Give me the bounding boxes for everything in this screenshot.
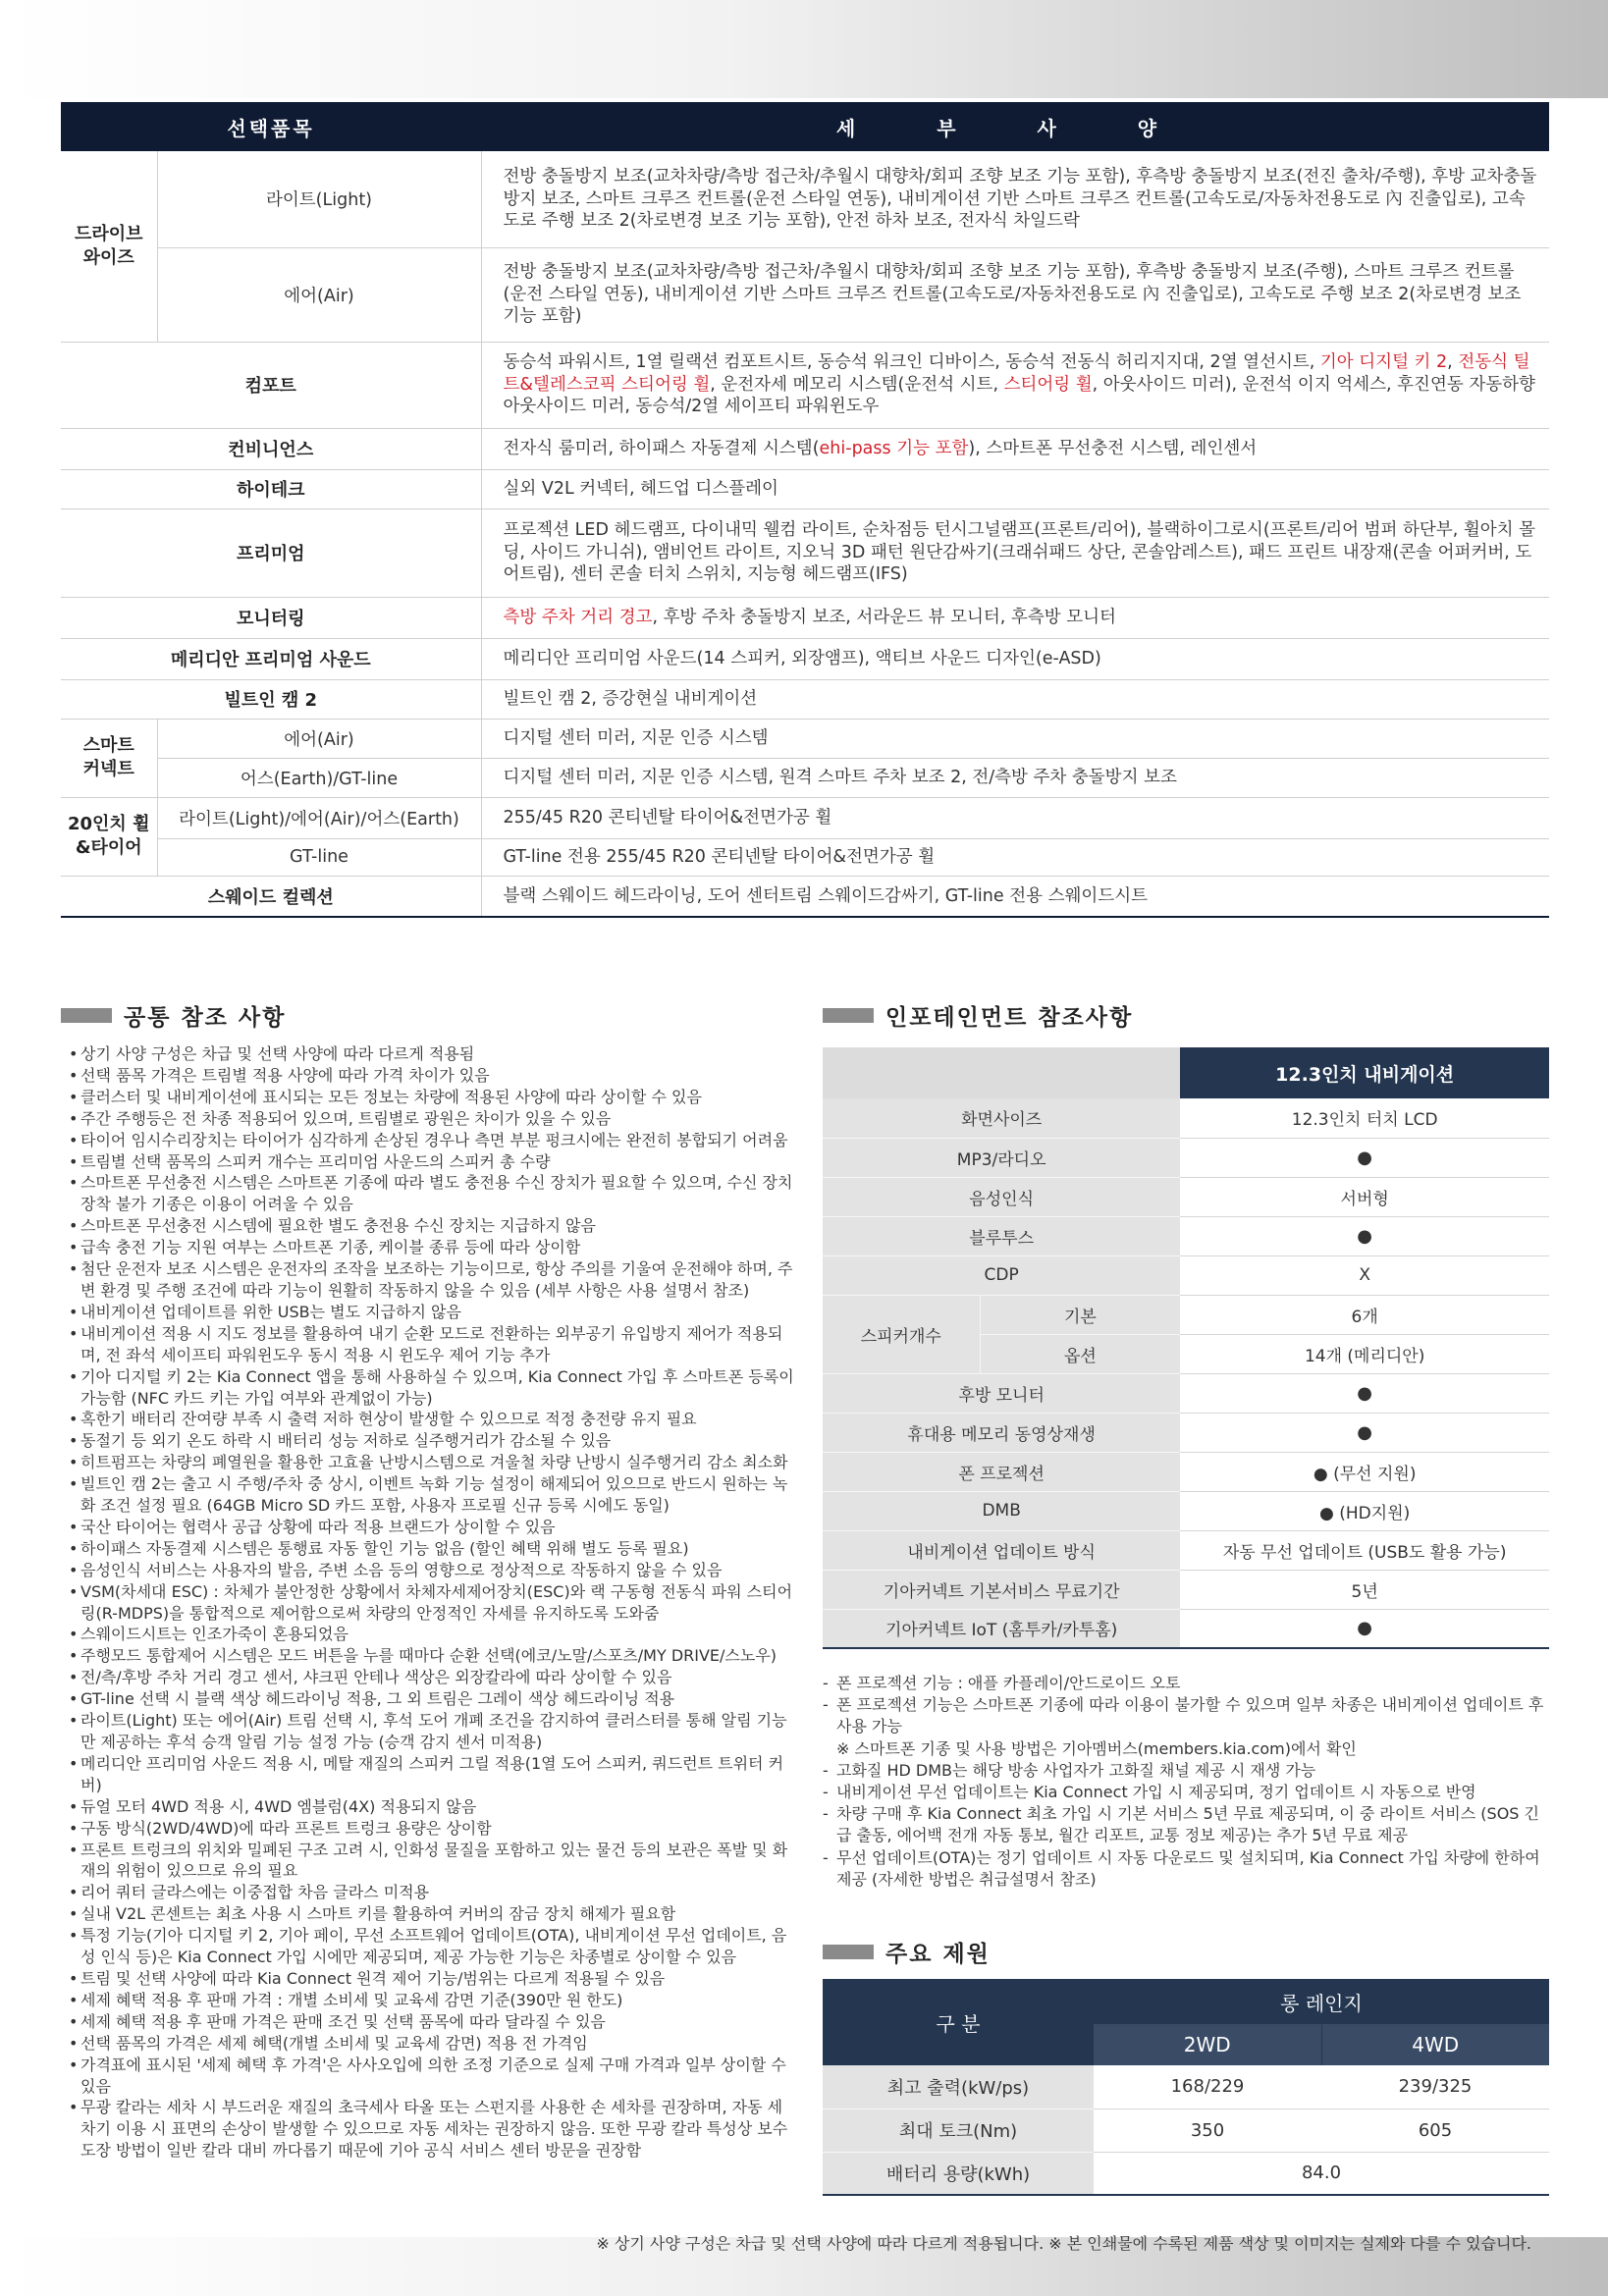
note-item: • 내비게이션 적용 시 지도 정보를 활용하여 내기 순환 모드로 전환하는 외부공기 유입방지 제어가 적용되며, 전 좌석 세이프티 파워윈도우 동시 적용 시 윈도우 제어 기능 추가 <box>69 1323 795 1366</box>
note-item: • 가격표에 표시된 '세제 혜택 후 가격'은 사사오입에 의한 조정 기준으로 실제 구매 가격과 일부 상이할 수 있음 <box>69 2055 795 2098</box>
desc-comfort: 동승석 파워시트, 1열 릴랙션 컴포트시트, 동승석 워크인 디바이스, 동승석 전동식 허리지지대, 2열 열선시트, 기아 디지털 키 2, 전동식 틸트&텔레스코픽 스티어링 휠, 운전자세 메모리 시스템(운전석 시트, 스티어링 휠, 아웃사이드 미러), 운전석 이지 억세스, 후진연동 자동하향 아웃사이드 미러, 동승석/2열 세이프티 파워윈도우 <box>481 342 1549 428</box>
note-item: • 트림별 선택 품목의 스피커 개수는 프리미엄 사운드의 스피커 총 수량 <box>69 1151 795 1173</box>
row-suede <box>61 876 1549 917</box>
note-item: • 트림 및 선택 사양에 따라 Kia Connect 원격 제어 기능/범위는 다르게 적용될 수 있음 <box>69 1968 795 1990</box>
desc-premium: 프로젝션 LED 헤드램프, 다이내믹 웰컴 라이트, 순차점등 턴시그널램프(프론트/리어), 블랙하이그로시(프론트/리어 범퍼 하단부, 휠아치 몰딩, 사이드 가니쉬), 앰비언트 라이트, 지오닉 3D 패턴 원단감싸기(크래쉬패드 상단, 콘솔암레스트), 패드 프린트 내장재(콘솔 어퍼커버, 도어트림), 센터 콘솔 터치 스위치, 지능형 헤드램프(IFS) <box>481 508 1549 597</box>
top-gradient-band <box>0 0 1608 98</box>
desc-meridian: 메리디안 프리미엄 사운드(14 스피커, 외장앰프), 액티브 사운드 디자인(e-ASD) <box>481 638 1549 679</box>
common-notes-list <box>69 1043 795 2162</box>
desc-builtin-cam: 빌트인 캠 2, 증강현실 내비게이션 <box>481 679 1549 719</box>
info-row: 화면사이즈 12.3인치 터치 LCD <box>823 1098 1549 1138</box>
info-note-item: - 고화질 HD DMB는 해당 방송 사업자가 고화질 채널 제공 시 재생 가능 <box>823 1760 1549 1782</box>
info-header-nav: 12.3인치 내비게이션 <box>1180 1047 1549 1098</box>
note-item: • 세제 혜택 적용 후 판매 가격 : 개별 소비세 및 교육세 감면 기준(390만 원 한도) <box>69 1990 795 2011</box>
group-wheel: 20인치 휠 &타이어 <box>61 797 157 876</box>
info-row: 기아커넥트 기본서비스 무료기간 5년 <box>823 1570 1549 1609</box>
note-item: • 주행모드 통합제어 시스템은 모드 버튼을 누를 때마다 순환 선택(에코/노말/스포츠/MY DRIVE/스노우) <box>69 1645 795 1667</box>
desc-sc-air: 디지털 센터 미러, 지문 인증 시스템 <box>481 719 1549 758</box>
row-hitech <box>61 469 1549 508</box>
note-item: • 메리디안 프리미엄 사운드 적용 시, 메탈 재질의 스피커 그릴 적용(1열 도어 스피커, 쿼드런트 트위터 커버) <box>69 1753 795 1796</box>
specs-title: 주요 제원 <box>823 1936 991 1968</box>
infotainment-title: 인포테인먼트 참조사항 <box>823 999 1133 1032</box>
desc-convenience: 전자식 룸미러, 하이패스 자동결제 시스템(ehi-pass 기능 포함), 스마트폰 무선충전 시스템, 레인센서 <box>481 428 1549 469</box>
info-header-blank <box>823 1047 1180 1098</box>
header-item: 선택품목 <box>61 102 481 151</box>
info-header-row <box>823 1047 1549 1098</box>
note-item: • VSM(차세대 ESC) : 차체가 불안정한 상황에서 차체자세제어장치(ESC)와 랙 구동형 전동식 파워 스티어링(R-MDPS)을 통합적으로 제어함으로써 차량의 안정적인 자세를 유지하도록 도와줌 <box>69 1581 795 1625</box>
note-item: • 상기 사양 구성은 차급 및 선택 사양에 따라 다르게 적용됨 <box>69 1043 795 1065</box>
infotainment-notes-list <box>823 1673 1549 1891</box>
desc-suede: 블랙 스웨이드 헤드라이닝, 도어 센터트림 스웨이드감싸기, GT-line 전용 스웨이드시트 <box>481 876 1549 917</box>
note-item: • 국산 타이어는 협력사 공급 상황에 따라 적용 브랜드가 상이할 수 있음 <box>69 1517 795 1538</box>
title-bar-icon <box>823 1945 874 1959</box>
info-row: 휴대용 메모리 동영상재생 ● <box>823 1413 1549 1452</box>
note-item: • 빌트인 캠 2는 출고 시 주행/주차 중 상시, 이벤트 녹화 기능 설정이 해제되어 있으므로 반드시 원하는 녹화 조건 설정 필요 (64GB Micro SD 카드 포함, 사용자 프로필 신규 등록 시에도 동일) <box>69 1473 795 1517</box>
note-item: • 듀얼 모터 4WD 적용 시, 4WD 엠블럼(4X) 적용되지 않음 <box>69 1796 795 1818</box>
title-bar-icon <box>61 1008 112 1023</box>
options-table <box>61 102 1549 918</box>
row-wheel-gt <box>61 838 1549 876</box>
note-item: • 스마트폰 무선충전 시스템에 필요한 별도 충전용 수신 장치는 지급하지 않음 <box>69 1215 795 1237</box>
desc-wheel-std: 255/45 R20 콘티넨탈 타이어&전면가공 휠 <box>481 797 1549 838</box>
cat-hitech: 하이테크 <box>61 469 481 508</box>
note-item: • 무광 칼라는 세차 시 부드러운 재질의 초극세사 타올 또는 스펀지를 사용한 손 세차를 권장하며, 자동 세차기 이용 시 표면의 손상이 발생할 수 있으므로 자동 세차는 권장하지 않음. 또한 무광 칼라 특성상 보수 도장 방법이 일반 칼라 대비 까다롭기 때문에 기아 공식 서비스 센터 방문을 권장함 <box>69 2097 795 2162</box>
desc-drive-wise-air: 전방 충돌방지 보조(교차차량/측방 접근차/추월시 대향차/회피 조향 보조 기능 포함), 후측방 충돌방지 보조(주행), 스마트 크루즈 컨트롤(운전 스타일 연동), 내비게이션 기반 스마트 크루즈 컨트롤(고속도로/자동차전용도로 內 진출입로), 고속도로 주행 보조 2(차로변경 보조 기능 포함) <box>481 247 1549 342</box>
cat-builtin-cam: 빌트인 캠 2 <box>61 679 481 719</box>
row-meridian <box>61 638 1549 679</box>
desc-wheel-gt: GT-line 전용 255/45 R20 콘티넨탈 타이어&전면가공 휠 <box>481 838 1549 876</box>
note-item: • 타이어 임시수리장치는 타이어가 심각하게 손상된 경우나 측면 부분 펑크시에는 완전히 봉합되기 어려움 <box>69 1130 795 1151</box>
infotainment-table <box>823 1047 1549 1649</box>
note-item: • 스마트폰 무선충전 시스템은 스마트폰 기종에 따라 별도 충전용 수신 장치가 필요할 수 있으며, 수신 장치 장착 불가 기종은 이용이 어려울 수 있음 <box>69 1172 795 1215</box>
info-row: 내비게이션 업데이트 방식 자동 무선 업데이트 (USB도 활용 가능) <box>823 1530 1549 1570</box>
info-row: 폰 프로젝션 ● (무선 지원) <box>823 1452 1549 1491</box>
note-item: • 클러스터 및 내비게이션에 표시되는 모든 정보는 차량에 적용된 사양에 따라 상이할 수 있음 <box>69 1087 795 1108</box>
cat-monitoring: 모니터링 <box>61 597 481 638</box>
note-item: • 라이트(Light) 또는 에어(Air) 트림 선택 시, 후석 도어 개폐 조건을 감지하여 클러스터를 통해 알림 기능만 제공하는 후석 승객 알림 기능 설정 가능 (승객 감지 센서 미적용) <box>69 1710 795 1753</box>
row-convenience <box>61 428 1549 469</box>
specs-header-row <box>823 1979 1549 2024</box>
specs-gubun: 구 분 <box>823 1979 1094 2065</box>
row-drive-wise-light <box>61 151 1549 247</box>
note-item: • 리어 쿼터 글라스에는 이중접합 차음 글라스 미적용 <box>69 1882 795 1903</box>
note-item: • 동절기 등 외기 온도 하락 시 배터리 성능 저하로 실주행거리가 감소될 수 있음 <box>69 1430 795 1452</box>
note-item: • 하이패스 자동결제 시스템은 통행료 자동 할인 기능 없음 (할인 혜택 위해 별도 등록 필요) <box>69 1538 795 1560</box>
cat-meridian: 메리디안 프리미엄 사운드 <box>61 638 481 679</box>
desc-monitoring: 측방 주차 거리 경고, 후방 주차 충돌방지 보조, 서라운드 뷰 모니터, 후측방 모니터 <box>481 597 1549 638</box>
sub-wheel-gt: GT-line <box>157 838 481 876</box>
sub-wheel-std: 라이트(Light)/에어(Air)/어스(Earth) <box>157 797 481 838</box>
specs-col-2wd: 2WD <box>1094 2024 1321 2065</box>
info-note-item: - 차량 구매 후 Kia Connect 최초 가입 시 기본 서비스 5년 무료 제공되며, 이 중 라이트 서비스 (SOS 긴급 출동, 에어백 전개 자동 통보, 월간 리포트, 교통 정보 제공)는 추가 5년 무료 제공 <box>823 1803 1549 1846</box>
header-detail: 세 부 사 양 <box>481 102 1549 151</box>
row-comfort <box>61 342 1549 428</box>
info-row: 스피커개수 기본 6개 <box>823 1295 1549 1334</box>
sub-air: 에어(Air) <box>157 247 481 342</box>
cat-premium: 프리미엄 <box>61 508 481 597</box>
specs-row: 배터리 용량(kWh) 84.0 <box>823 2152 1549 2195</box>
info-row: 후방 모니터 ● <box>823 1373 1549 1413</box>
info-row: CDP X <box>823 1255 1549 1295</box>
info-row: DMB ● (HD지원) <box>823 1491 1549 1530</box>
row-wheel-std <box>61 797 1549 838</box>
note-item: • 선택 품목 가격은 트림별 적용 사양에 따라 가격 차이가 있음 <box>69 1065 795 1087</box>
note-item: • 선택 품목의 가격은 세제 혜택(개별 소비세 및 교육세 감면) 적용 전 가격임 <box>69 2033 795 2055</box>
desc-drive-wise-light: 전방 충돌방지 보조(교차차량/측방 접근차/추월시 대향차/회피 조향 보조 기능 포함), 후측방 충돌방지 보조(전진 출차/주행), 후방 교차충돌방지 보조, 스마트 크루즈 컨트롤(운전 스타일 연동), 내비게이션 기반 스마트 크루즈 컨트롤(고속도로/자동차전용도로 內 진출입로), 고속도로 주행 보조 2(차로변경 보조 기능 포함), 안전 하차 보조, 전자식 차일드락 <box>481 151 1549 247</box>
options-header-row <box>61 102 1549 151</box>
note-item: • 혹한기 배터리 잔여량 부족 시 출력 저하 현상이 발생할 수 있으므로 적정 충전량 유지 필요 <box>69 1409 795 1430</box>
info-row: 옵션 14개 (메리디안) <box>823 1334 1549 1373</box>
specs-model: 롱 레인지 <box>1094 1979 1549 2024</box>
info-note-item: - 폰 프로젝션 기능 : 애플 카플레이/안드로이드 오토 <box>823 1673 1549 1694</box>
note-item: • 주간 주행등은 전 차종 적용되어 있으며, 트림별로 광원은 차이가 있을 수 있음 <box>69 1108 795 1130</box>
cat-convenience: 컨비니언스 <box>61 428 481 469</box>
specs-row: 최고 출력(kW/ps) 168/229 239/325 <box>823 2065 1549 2109</box>
row-monitoring <box>61 597 1549 638</box>
info-note-item: - 내비게이션 무선 업데이트는 Kia Connect 가입 시 제공되며, 정기 업데이트 시 자동으로 반영 <box>823 1782 1549 1803</box>
note-item: • 기아 디지털 키 2는 Kia Connect 앱을 통해 사용하실 수 있으며, Kia Connect 가입 후 스마트폰 등록이 가능함 (NFC 카드 키는 가입 여부와 관계없이 가능) <box>69 1366 795 1410</box>
sub-sc-earth: 어스(Earth)/GT-line <box>157 758 481 797</box>
info-note-item: - 무선 업데이트(OTA)는 정기 업데이트 시 자동 다운로드 및 설치되며, Kia Connect 가입 차량에 한하여 제공 (자세한 방법은 취급설명서 참조) <box>823 1847 1549 1891</box>
cat-comfort: 컴포트 <box>61 342 481 428</box>
specs-col-4wd: 4WD <box>1321 2024 1549 2065</box>
group-drive-wise: 드라이브 와이즈 <box>61 151 157 342</box>
cat-suede: 스웨이드 컬렉션 <box>61 876 481 917</box>
title-bar-icon <box>823 1008 874 1023</box>
note-item: • 음성인식 서비스는 사용자의 발음, 주변 소음 등의 영향으로 정상적으로 작동하지 않을 수 있음 <box>69 1560 795 1581</box>
note-item: • GT-line 선택 시 블랙 색상 헤드라이닝 적용, 그 외 트림은 그레이 색상 헤드라이닝 적용 <box>69 1688 795 1710</box>
row-drive-wise-air <box>61 247 1549 342</box>
row-smart-connect-earth <box>61 758 1549 797</box>
specs-row: 최대 토크(Nm) 350 605 <box>823 2109 1549 2152</box>
common-notes-title: 공통 참조 사항 <box>61 999 286 1032</box>
footer-disclaimer: ※ 상기 사양 구성은 차급 및 선택 사양에 따라 다르게 적용됩니다. ※ 본 인쇄물에 수록된 제품 색상 및 이미지는 실제와 다를 수 있습니다. <box>596 2234 1531 2253</box>
info-note-item: - 폰 프로젝션 기능은 스마트폰 기종에 따라 이용이 불가할 수 있으며 일부 차종은 내비게이션 업데이트 후 사용 가능 <box>823 1694 1549 1737</box>
desc-hitech: 실외 V2L 커넥터, 헤드업 디스플레이 <box>481 469 1549 508</box>
sub-light: 라이트(Light) <box>157 151 481 247</box>
note-item: • 구동 방식(2WD/4WD)에 따라 프론트 트렁크 용량은 상이함 <box>69 1818 795 1840</box>
note-item: • 히트펌프는 차량의 폐열원을 활용한 고효율 난방시스템으로 겨울철 차량 난방시 실주행거리 감소 최소화 <box>69 1452 795 1473</box>
row-smart-connect-air <box>61 719 1549 758</box>
note-item: • 스웨이드시트는 인조가죽이 혼용되었음 <box>69 1624 795 1645</box>
note-item: • 내비게이션 업데이트를 위한 USB는 별도 지급하지 않음 <box>69 1302 795 1323</box>
desc-sc-earth: 디지털 센터 미러, 지문 인증 시스템, 원격 스마트 주차 보조 2, 전/측방 주차 충돌방지 보조 <box>481 758 1549 797</box>
sub-sc-air: 에어(Air) <box>157 719 481 758</box>
note-item: • 실내 V2L 콘센트는 최초 사용 시 스마트 키를 활용하여 커버의 잠금 장치 해제가 필요함 <box>69 1903 795 1925</box>
info-note-item: ※ 스마트폰 기종 및 사용 방법은 기아멤버스(members.kia.com)에서 확인 <box>836 1738 1357 1758</box>
group-smart-connect: 스마트 커넥트 <box>61 719 157 797</box>
note-item: • 전/측/후방 주차 거리 경고 센서, 샤크핀 안테나 색상은 외장칼라에 따라 상이할 수 있음 <box>69 1667 795 1688</box>
info-row: 블루투스 ● <box>823 1216 1549 1255</box>
row-builtin-cam <box>61 679 1549 719</box>
note-item: • 세제 혜택 적용 후 판매 가격은 판매 조건 및 선택 품목에 따라 달라질 수 있음 <box>69 2011 795 2033</box>
info-row: 음성인식 서버형 <box>823 1177 1549 1216</box>
specs-table <box>823 1979 1549 2196</box>
note-item: • 특정 기능(기아 디지털 키 2, 기아 페이, 무선 소프트웨어 업데이트(OTA), 내비게이션 무선 업데이트, 음성 인식 등)은 Kia Connect 가입 시에만 제공되며, 제공 가능한 기능은 차종별로 상이할 수 있음 <box>69 1925 795 1968</box>
note-item: • 급속 충전 기능 지원 여부는 스마트폰 기종, 케이블 종류 등에 따라 상이함 <box>69 1237 795 1258</box>
info-row: 기아커넥트 IoT (홈투카/카투홈) ● <box>823 1609 1549 1648</box>
note-item: • 첨단 운전자 보조 시스템은 운전자의 조작을 보조하는 기능이므로, 항상 주의를 기울여 운전해야 하며, 주변 환경 및 주행 조건에 따라 기능이 원활히 작동하지 않을 수 있음 (세부 사항은 사용 설명서 참조) <box>69 1258 795 1302</box>
note-item: • 프론트 트렁크의 위치와 밀폐된 구조 고려 시, 인화성 물질을 포함하고 있는 물건 등의 보관은 폭발 및 화재의 위험이 있으므로 유의 필요 <box>69 1840 795 1883</box>
row-premium <box>61 508 1549 597</box>
info-row: MP3/라디오 ● <box>823 1138 1549 1177</box>
